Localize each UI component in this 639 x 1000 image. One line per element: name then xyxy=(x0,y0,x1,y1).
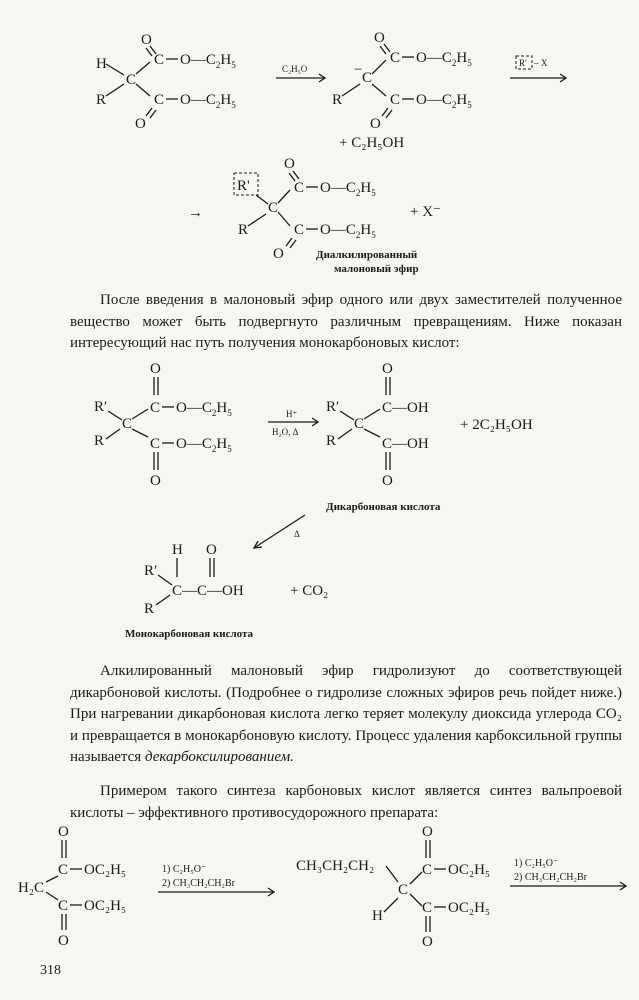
byproduct-ethanol: + 2C₂H₅OH xyxy=(460,417,533,433)
dicarboxylic-acid xyxy=(326,361,429,489)
atom-o-carbonyl: O xyxy=(374,30,385,46)
caption-dicarboxylic-acid: Дикарбоновая кислота xyxy=(326,501,441,513)
byproduct-ethanol: + C₂H₅OH xyxy=(339,135,405,151)
byproduct-halide: + X⁻ xyxy=(410,204,441,220)
atom-o-carbonyl: O xyxy=(135,116,146,132)
atom-r: R xyxy=(332,92,343,108)
atom-r: R xyxy=(326,433,337,449)
reagent-heat: Δ xyxy=(294,529,300,539)
reagent-acid: H⁺ xyxy=(286,409,298,419)
reagent-ethoxide: 1) C₂H₅O⁻ xyxy=(514,858,559,869)
arrow-second-alkylation xyxy=(510,858,626,890)
atom-c-carbonyl: C xyxy=(390,50,401,66)
reagent-halide: X xyxy=(541,58,548,68)
arrow-hydrolysis xyxy=(268,409,318,437)
atom-r: R xyxy=(94,433,105,449)
atom-c-carbonyl: C xyxy=(150,436,161,452)
atom-c-carbonyl: C xyxy=(150,400,161,416)
atom-carbanion: C xyxy=(362,70,373,86)
caption-dialkylated: малоновый эфир xyxy=(334,263,419,275)
reagent-ethoxide: C₂H₅O xyxy=(282,64,308,74)
paragraph-text: После введения в малоновый эфир одного или двух заместителей полученное вещество может быть подвергнуто различным превращениям. Ниже показан интересующий нас путь получения монокарбоновых кислот: xyxy=(70,292,622,351)
svg-text:O—C2H5: $O—C_2H_5$ xyxy=(320,222,376,240)
atom-o-carbonyl: O xyxy=(141,32,152,48)
paragraph-intro xyxy=(70,290,622,355)
reagent-propyl-bromide: 2) CH₃CH₂CH₂Br xyxy=(514,872,587,883)
atom-c-carbonyl: C xyxy=(58,898,69,914)
svg-text:O—C2H5: $O—C_2H_5$ xyxy=(416,92,472,110)
dialkylated-malonic-ester xyxy=(234,156,376,262)
atom-o-carbonyl: O xyxy=(150,473,161,489)
svg-text:O—C2H5: $O—C_2H_5$ xyxy=(180,52,236,70)
carboxyl-chain: C—C—OH xyxy=(172,583,244,599)
ester-group: O—C xyxy=(180,92,216,108)
caption-monocarboxylic-acid: Монокарбоновая кислота xyxy=(125,628,254,640)
arrow-first-alkylation xyxy=(158,864,274,896)
malonic-ester-substituted xyxy=(96,32,236,132)
atom-r-prime: R' xyxy=(237,178,250,194)
atom-o-carbonyl: O xyxy=(422,934,433,950)
atom-h: H xyxy=(96,56,107,72)
atom-c-carbonyl: C xyxy=(422,862,433,878)
atom-c-carbonyl: C xyxy=(294,180,305,196)
methylene-group: H₂C xyxy=(18,880,45,896)
propyl-chain: CH₃CH₂CH₂ xyxy=(296,858,375,874)
atom-o-carbonyl: O xyxy=(382,473,393,489)
svg-text:O—C2H5: $O—C_2H_5$ xyxy=(180,92,236,110)
atom-o-carbonyl: O xyxy=(58,824,69,840)
propylmalonic-ester xyxy=(296,824,490,950)
scheme-valproic-acid xyxy=(0,820,639,970)
carboxyl-group: C—OH xyxy=(382,436,429,452)
reagent-propyl-bromide: 2) CH₃CH₂CH₂Br xyxy=(162,878,235,889)
ester-group: O—C xyxy=(320,180,356,196)
atom-r-prime: R′ xyxy=(94,399,108,415)
ester-group: OC₂H₅ xyxy=(448,900,491,916)
svg-text:O—C2H5: $O—C_2H_5$ xyxy=(176,400,232,418)
ester-group: O—C xyxy=(416,50,452,66)
scheme-hydrolysis xyxy=(0,355,639,645)
svg-text:O—C2H5: $O—C_2H_5$ xyxy=(176,436,232,454)
svg-text:O—C2H5: $O—C_2H_5$ xyxy=(416,50,472,68)
atom-c-carbonyl: C xyxy=(294,222,305,238)
ester-group: O—C xyxy=(320,222,356,238)
atom-c-carbonyl: C xyxy=(422,900,433,916)
arrow-continuation: → xyxy=(188,205,203,221)
scheme-alkylation xyxy=(0,0,639,285)
atom-o-carbonyl: O xyxy=(284,156,295,172)
atom-r: R xyxy=(144,601,155,617)
diethyl-malonate xyxy=(18,824,126,949)
caption-dialkylated: Диалкилированный xyxy=(316,249,418,261)
atom-o-carbonyl: O xyxy=(273,246,284,262)
atom-o-carbonyl: O xyxy=(206,542,217,558)
atom-h: H xyxy=(172,542,183,558)
paragraph-text: Алкилированный малоновый эфир гидролизуют до соответствующей дикарбоновой кислоты. (Подробнее о гидролизе сложных эфиров речь пойдет ниже.) При нагревании дикарбоновая кислота легко теряет молекулу диоксида углерода CO₂ и превращается в монокарбоновую кислоту. Процесс удаления карбоксильной группы называется xyxy=(70,663,622,765)
atom-r-prime: R′ xyxy=(144,563,158,579)
atom-c-carbonyl: C xyxy=(154,52,165,68)
ester-group: OC₂H₅ xyxy=(84,862,127,878)
atom-h: H xyxy=(372,908,383,924)
atom-r: R xyxy=(238,222,249,238)
reagent-water-heat: H₂O, Δ xyxy=(272,427,299,437)
reagent-ethoxide: 1) C₂H₅O⁻ xyxy=(162,864,207,875)
atom-o-carbonyl: O xyxy=(370,116,381,132)
charge-minus: − xyxy=(354,62,363,78)
atom-c-carbonyl: C xyxy=(154,92,165,108)
monocarboxylic-acid xyxy=(144,542,244,617)
atom-o-carbonyl: O xyxy=(150,361,161,377)
reagent-alkyl: R' xyxy=(519,58,527,68)
atom-o-carbonyl: O xyxy=(58,933,69,949)
carboxyl-group: C—OH xyxy=(382,400,429,416)
arrow-deprotonation xyxy=(276,64,325,82)
paragraph-text: Примером такого синтеза карбоновых кислот является синтез вальпроевой кислоты – эффективного противосудорожного препарата: xyxy=(70,783,622,821)
dialkylated-malonic-ester xyxy=(94,361,232,489)
atom-r-prime: R′ xyxy=(326,399,340,415)
atom-alpha-carbon: C xyxy=(354,416,365,432)
ester-group: O—C xyxy=(176,436,212,452)
malonic-ester-enolate xyxy=(332,30,472,132)
svg-text:–: – xyxy=(534,58,539,68)
paragraph-valproic xyxy=(70,781,622,824)
ester-group: O—C xyxy=(176,400,212,416)
ester-group: O—C xyxy=(180,52,216,68)
atom-c-carbonyl: C xyxy=(390,92,401,108)
svg-text:O—C2H5: $O—C_2H_5$ xyxy=(320,180,376,198)
term-decarboxylation: декарбоксилированием. xyxy=(144,749,294,765)
page-number: 318 xyxy=(40,963,61,978)
ester-group: OC₂H₅ xyxy=(84,898,127,914)
ester-group: OC₂H₅ xyxy=(448,862,491,878)
ester-group: O—C xyxy=(416,92,452,108)
atom-alpha-carbon: C xyxy=(122,416,133,432)
atom-alpha-carbon: C xyxy=(126,72,137,88)
atom-o-carbonyl: O xyxy=(422,824,433,840)
byproduct-co2: + CO₂ xyxy=(290,583,329,599)
arrow-decarboxylation xyxy=(254,515,305,548)
atom-r: R xyxy=(96,92,107,108)
arrow-alkylation xyxy=(510,56,566,82)
atom-o-carbonyl: O xyxy=(382,361,393,377)
atom-c-carbonyl: C xyxy=(58,862,69,878)
atom-alpha-carbon: C xyxy=(398,882,409,898)
paragraph-decarboxylation xyxy=(70,661,622,769)
atom-alpha-carbon: C xyxy=(268,200,279,216)
